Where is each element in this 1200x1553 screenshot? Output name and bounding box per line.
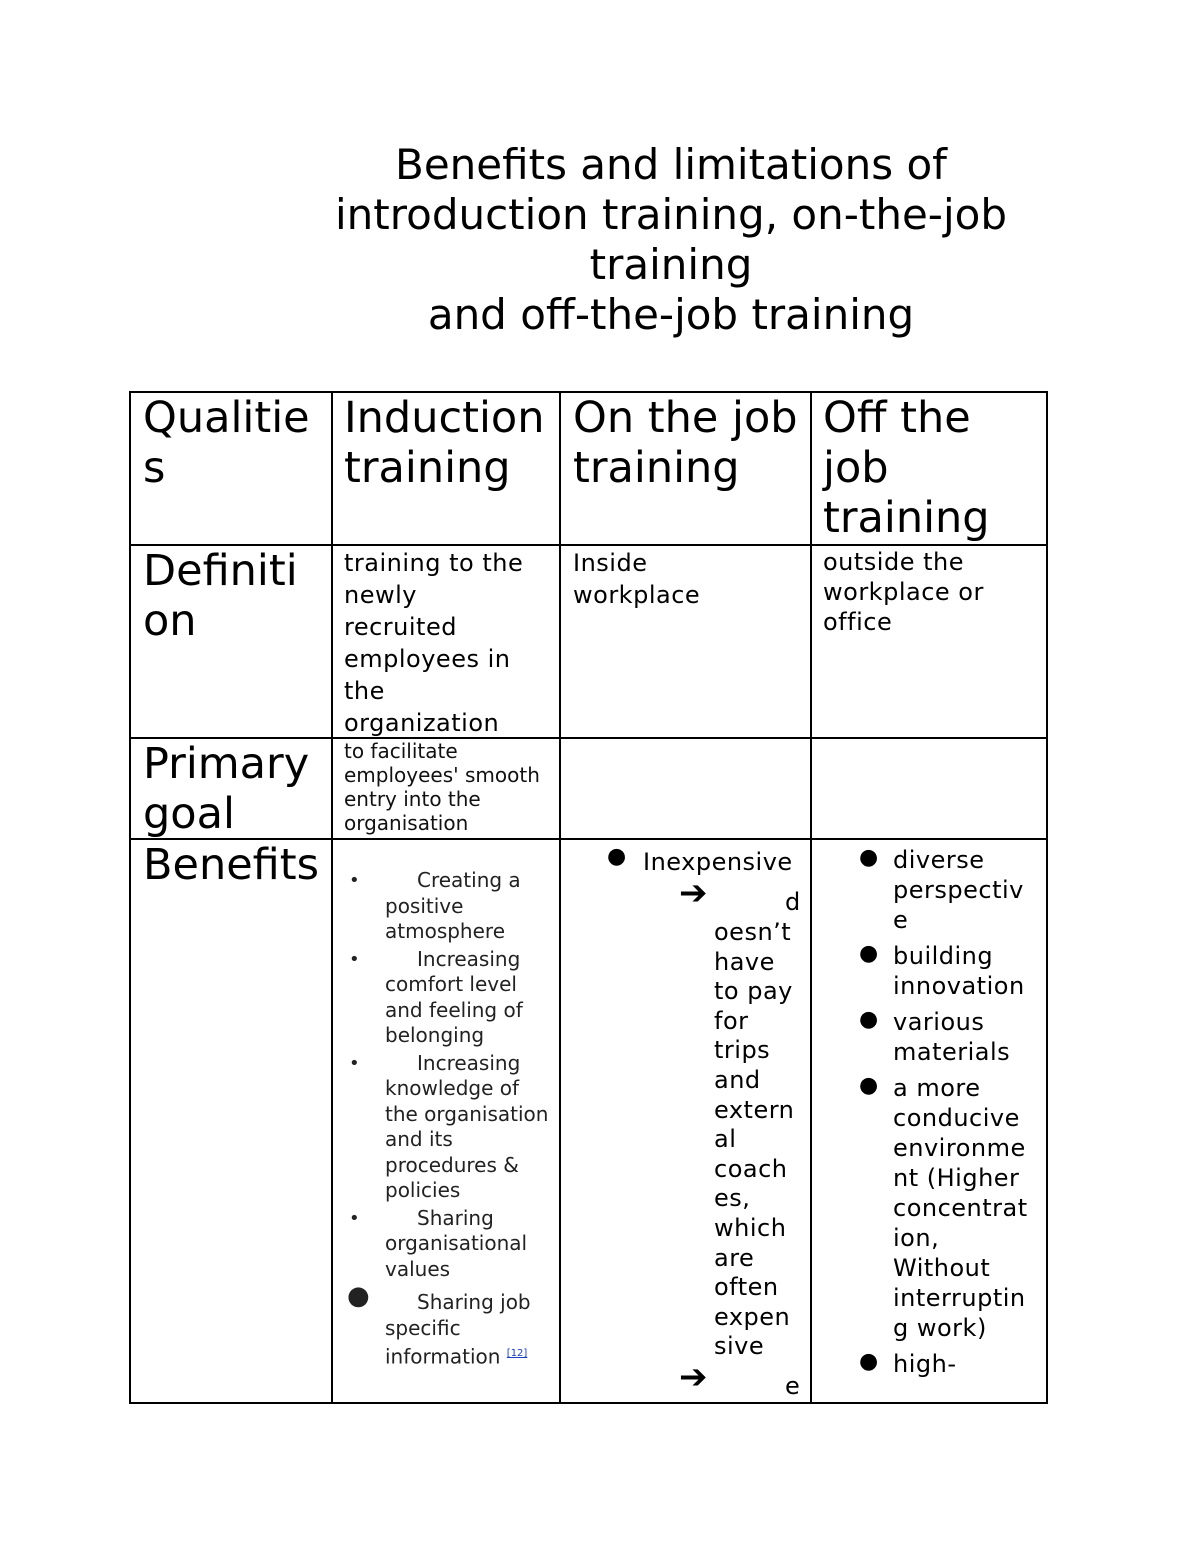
bullet-icon: ● bbox=[347, 1281, 370, 1311]
cell-line: recruited bbox=[344, 613, 457, 641]
row-divider bbox=[812, 544, 1048, 546]
cell-line: the bbox=[344, 677, 385, 705]
item-text: atmosphere bbox=[385, 919, 505, 943]
item-text: Without bbox=[893, 1254, 991, 1282]
item-text: materials bbox=[893, 1038, 1011, 1066]
arrow-right-icon: ➔ bbox=[679, 1357, 708, 1397]
comparison-table bbox=[129, 391, 1048, 1404]
row-label-primary-goal bbox=[143, 739, 309, 839]
list-item bbox=[857, 1007, 1047, 1067]
item-text: information bbox=[385, 1344, 501, 1369]
row-label-text: Primary bbox=[143, 739, 310, 789]
item-text: concentrat bbox=[893, 1194, 1028, 1222]
item-text: d bbox=[785, 888, 801, 916]
cell-line: are bbox=[714, 1243, 755, 1272]
cell-line: employees' smooth bbox=[344, 763, 540, 787]
header-text: training bbox=[344, 443, 511, 493]
cell-line: entry into the bbox=[344, 787, 481, 811]
item-text: policies bbox=[385, 1178, 461, 1202]
item-text: high- bbox=[893, 1350, 957, 1378]
item-text: organisational bbox=[385, 1231, 528, 1255]
item-text: diverse bbox=[893, 846, 985, 874]
cell-line: organization bbox=[344, 709, 500, 737]
title-line: training bbox=[589, 240, 753, 289]
list-item bbox=[857, 1349, 1047, 1379]
cell-line: sive bbox=[714, 1332, 765, 1361]
cell-line: have bbox=[714, 947, 775, 976]
item-text: the organisation bbox=[385, 1101, 549, 1126]
bullet-icon: ● bbox=[859, 941, 879, 966]
item-text: comfort level bbox=[385, 972, 517, 996]
header-text: Off the bbox=[823, 393, 971, 443]
item-text: g work) bbox=[893, 1314, 987, 1342]
item-text: various bbox=[893, 1008, 985, 1036]
item-text: Inexpensive bbox=[643, 848, 793, 876]
item-text: ion, bbox=[893, 1224, 940, 1252]
cell-line: employees in bbox=[344, 645, 511, 673]
item-text: environme bbox=[893, 1134, 1026, 1162]
item-text: a more bbox=[893, 1074, 981, 1102]
row-label-text: Definiti bbox=[143, 546, 298, 596]
bullet-icon: ● bbox=[859, 1073, 879, 1098]
cell-line: al bbox=[714, 1125, 737, 1154]
item-text: values bbox=[385, 1256, 451, 1281]
header-text: s bbox=[143, 443, 166, 493]
cell-line: training to the bbox=[344, 549, 524, 577]
item-text: Sharing bbox=[417, 1205, 494, 1230]
definition-off-the-job bbox=[823, 547, 984, 637]
item-text: e bbox=[893, 906, 909, 934]
benefits-induction-list bbox=[343, 868, 557, 1372]
bullet-icon: ● bbox=[859, 1007, 879, 1032]
list-item bbox=[857, 1073, 1047, 1343]
item-text: and feeling of bbox=[385, 997, 523, 1022]
item-text: interruptin bbox=[893, 1284, 1026, 1312]
list-item bbox=[857, 941, 1047, 1001]
bullet-icon: ● bbox=[859, 845, 879, 870]
definition-induction bbox=[344, 547, 523, 739]
cell-line: to pay bbox=[714, 977, 793, 1006]
bullet-icon: • bbox=[349, 948, 360, 970]
cell-line: office bbox=[823, 608, 893, 636]
item-text: perspectiv bbox=[893, 876, 1024, 904]
cell-line: expen bbox=[714, 1302, 791, 1331]
header-off-the-job bbox=[823, 393, 990, 543]
cell-line: es, bbox=[714, 1184, 751, 1213]
cell-line: newly bbox=[344, 581, 417, 609]
header-qualities bbox=[143, 393, 310, 493]
bullet-icon: ● bbox=[859, 1349, 879, 1374]
item-text: building bbox=[893, 942, 994, 970]
cell-line: extern bbox=[714, 1095, 795, 1124]
document-title bbox=[300, 140, 1042, 340]
row-divider bbox=[561, 544, 810, 546]
item-text: procedures & bbox=[385, 1152, 519, 1177]
header-on-the-job bbox=[573, 393, 798, 493]
cell-line: and bbox=[714, 1065, 761, 1094]
list-item bbox=[343, 868, 557, 945]
list-item bbox=[343, 1051, 557, 1204]
item-text: specific bbox=[385, 1315, 461, 1340]
header-text: training bbox=[823, 493, 990, 543]
item-text: Sharing job bbox=[417, 1290, 531, 1314]
definition-on-the-job bbox=[573, 547, 700, 611]
row-label-definition bbox=[143, 546, 298, 646]
row-label-text: goal bbox=[143, 789, 235, 839]
item-text: conducive bbox=[893, 1104, 1020, 1132]
cell-line: coach bbox=[714, 1154, 788, 1183]
bullet-icon: ● bbox=[607, 844, 627, 869]
bullet-icon: • bbox=[349, 1052, 360, 1074]
cell-line: workplace bbox=[573, 581, 701, 609]
item-text: Increasing bbox=[417, 946, 521, 971]
row-label-text: Benefits bbox=[143, 840, 320, 890]
item-text: innovation bbox=[893, 972, 1025, 1000]
bullet-icon: • bbox=[349, 870, 360, 891]
reference-link[interactable]: [12] bbox=[506, 1348, 528, 1359]
header-text: training bbox=[573, 443, 740, 493]
list-item bbox=[857, 845, 1047, 935]
item-text: Creating a bbox=[417, 868, 521, 892]
item-text: positive bbox=[385, 893, 464, 918]
header-text: On the job bbox=[573, 393, 798, 443]
cell-line: which bbox=[714, 1213, 787, 1242]
item-text: e bbox=[785, 1372, 801, 1400]
header-induction bbox=[344, 393, 545, 493]
title-line: Benefits and limitations of bbox=[395, 140, 947, 189]
cell-line: outside the bbox=[823, 548, 964, 576]
item-text: knowledge of bbox=[385, 1076, 520, 1100]
cell-line: often bbox=[714, 1273, 779, 1302]
arrow-right-icon: ➔ bbox=[679, 873, 708, 913]
item-text: Increasing bbox=[417, 1050, 521, 1075]
cell-line: Inside bbox=[573, 549, 648, 577]
cell-line: for bbox=[714, 1006, 749, 1035]
row-divider bbox=[333, 544, 559, 546]
item-text: belonging bbox=[385, 1023, 485, 1047]
list-item bbox=[343, 1281, 557, 1370]
header-text: Qualitie bbox=[143, 393, 310, 443]
title-line: introduction training, on-the-job bbox=[335, 190, 1007, 239]
arrow-item-text bbox=[714, 918, 794, 1362]
benefits-off-the-job-list bbox=[857, 845, 1047, 1385]
cell-line: organisation bbox=[344, 811, 469, 835]
row-label-benefits bbox=[143, 840, 319, 890]
header-text: Induction bbox=[344, 393, 545, 443]
cell-line: trips bbox=[714, 1036, 771, 1065]
item-text: and its bbox=[385, 1127, 453, 1151]
header-text: job bbox=[823, 443, 889, 493]
item-text: nt (Higher bbox=[893, 1164, 1020, 1192]
cell-line: oesn’t bbox=[714, 918, 792, 946]
title-line: and off-the-job training bbox=[427, 290, 915, 339]
cell-line: workplace or bbox=[823, 578, 984, 606]
row-label-text: on bbox=[143, 596, 197, 646]
bullet-icon: • bbox=[349, 1207, 360, 1229]
list-item bbox=[343, 947, 557, 1049]
cell-line: to facilitate bbox=[344, 739, 458, 763]
primary-goal-induction bbox=[344, 739, 540, 835]
list-item bbox=[343, 1206, 557, 1283]
